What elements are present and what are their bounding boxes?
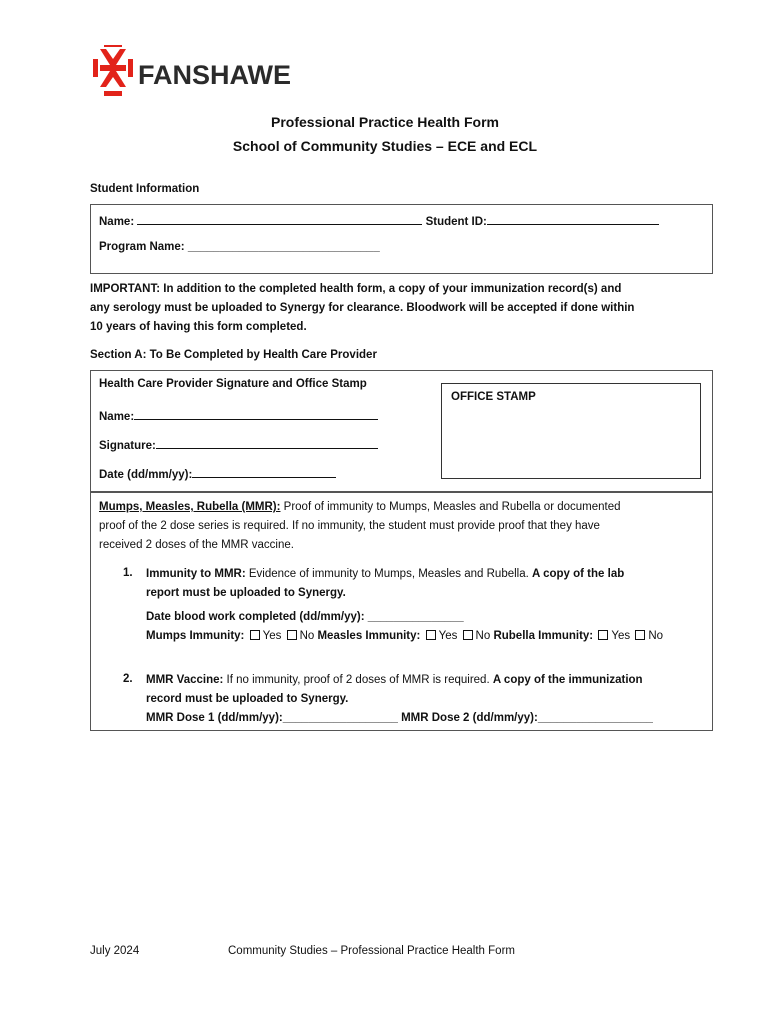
mmr-intro <box>99 498 704 555</box>
measles-yes-checkbox[interactable] <box>426 630 436 640</box>
important-line-3: 10 years of having this form completed. <box>90 321 307 333</box>
measles-yes-label: Yes <box>438 630 458 642</box>
item-1-text: Evidence of immunity to Mumps, Measles and Rubella. <box>245 568 533 580</box>
provider-name-field[interactable] <box>134 407 378 420</box>
mmr-intro-3: received 2 doses of the MMR vaccine. <box>99 539 294 551</box>
form-title: Professional Practice Health Form <box>271 114 499 130</box>
item-2-number: 2. <box>123 673 133 685</box>
student-id-field[interactable] <box>487 212 659 225</box>
rubella-no-label: No <box>648 630 664 642</box>
mumps-immunity-label: Mumps Immunity: <box>146 630 245 642</box>
student-id-label: Student ID: <box>425 216 487 228</box>
item-2-bold-tail: A copy of the immunization <box>492 674 643 686</box>
mumps-no-label: No <box>299 630 315 642</box>
provider-box-heading: Health Care Provider Signature and Office Stamp <box>99 378 367 390</box>
dose-1-field[interactable]: __________________ <box>282 712 398 724</box>
item-2-label: MMR Vaccine: <box>146 674 224 686</box>
dose-1-label: MMR Dose 1 (dd/mm/yy): <box>146 712 283 724</box>
provider-box <box>90 370 713 492</box>
office-stamp-label: OFFICE STAMP <box>451 391 536 403</box>
mumps-yes-checkbox[interactable] <box>250 630 260 640</box>
measles-immunity-label: Measles Immunity: <box>317 630 421 642</box>
date-label: Date (dd/mm/yy): <box>99 469 193 481</box>
program-label: Program Name: <box>99 241 185 253</box>
item-1-line-2: report must be uploaded to Synergy. <box>146 587 346 599</box>
student-info-heading: Student Information <box>90 183 200 195</box>
signature-label: Signature: <box>99 440 156 452</box>
rubella-immunity-label: Rubella Immunity: <box>493 630 594 642</box>
mmr-intro-1: Proof of immunity to Mumps, Measles and Rubella or documented <box>280 501 621 513</box>
item-2-text: If no immunity, proof of 2 doses of MMR is required. <box>223 674 493 686</box>
student-info-box <box>90 204 713 274</box>
mmr-heading: Mumps, Measles, Rubella (MMR): <box>99 501 281 513</box>
item-1 <box>146 565 706 646</box>
brand-name: FANSHAWE <box>138 60 292 90</box>
measles-no-label: No <box>475 630 491 642</box>
important-line-1: IMPORTANT: In addition to the completed health form, a copy of your immunization record(s) and <box>90 283 622 295</box>
provider-name-label: Name: <box>99 411 135 423</box>
bloodwork-date-field[interactable]: _______________ <box>367 611 464 623</box>
footer-date: July 2024 <box>90 945 140 957</box>
item-1-bold-tail: A copy of the lab <box>532 568 625 580</box>
rubella-no-checkbox[interactable] <box>635 630 645 640</box>
dose-2-label: MMR Dose 2 (dd/mm/yy): <box>401 712 538 724</box>
item-2-line-2: record must be uploaded to Synergy. <box>146 693 349 705</box>
program-field[interactable]: ______________________________ <box>187 241 380 253</box>
signature-field[interactable] <box>156 436 378 449</box>
important-notice <box>90 280 634 337</box>
mmr-intro-2: proof of the 2 dose series is required. If no immunity, the student must provide proof that they have <box>99 520 600 532</box>
date-field[interactable] <box>192 465 336 478</box>
important-line-2: any serology must be uploaded to Synergy for clearance. Bloodwork will be accepted if done within <box>90 302 635 314</box>
office-stamp-box[interactable] <box>441 383 701 479</box>
item-1-number: 1. <box>123 567 133 579</box>
form-subtitle: School of Community Studies – ECE and ECL <box>232 138 538 154</box>
bloodwork-date-label: Date blood work completed (dd/mm/yy): <box>146 611 365 623</box>
rubella-yes-label: Yes <box>611 630 631 642</box>
logo-mark-icon <box>93 45 133 96</box>
mumps-yes-label: Yes <box>262 630 282 642</box>
item-2 <box>146 671 711 728</box>
item-1-label: Immunity to MMR: <box>146 568 246 580</box>
mmr-box <box>90 492 713 731</box>
measles-no-checkbox[interactable] <box>463 630 473 640</box>
dose-2-field[interactable]: __________________ <box>537 712 653 724</box>
name-label: Name: <box>99 216 135 228</box>
footer-title: Community Studies – Professional Practice Health Form <box>228 945 515 957</box>
mumps-no-checkbox[interactable] <box>287 630 297 640</box>
rubella-yes-checkbox[interactable] <box>598 630 608 640</box>
section-a-heading: Section A: To Be Completed by Health Care Provider <box>90 349 377 361</box>
name-field[interactable] <box>137 212 422 225</box>
